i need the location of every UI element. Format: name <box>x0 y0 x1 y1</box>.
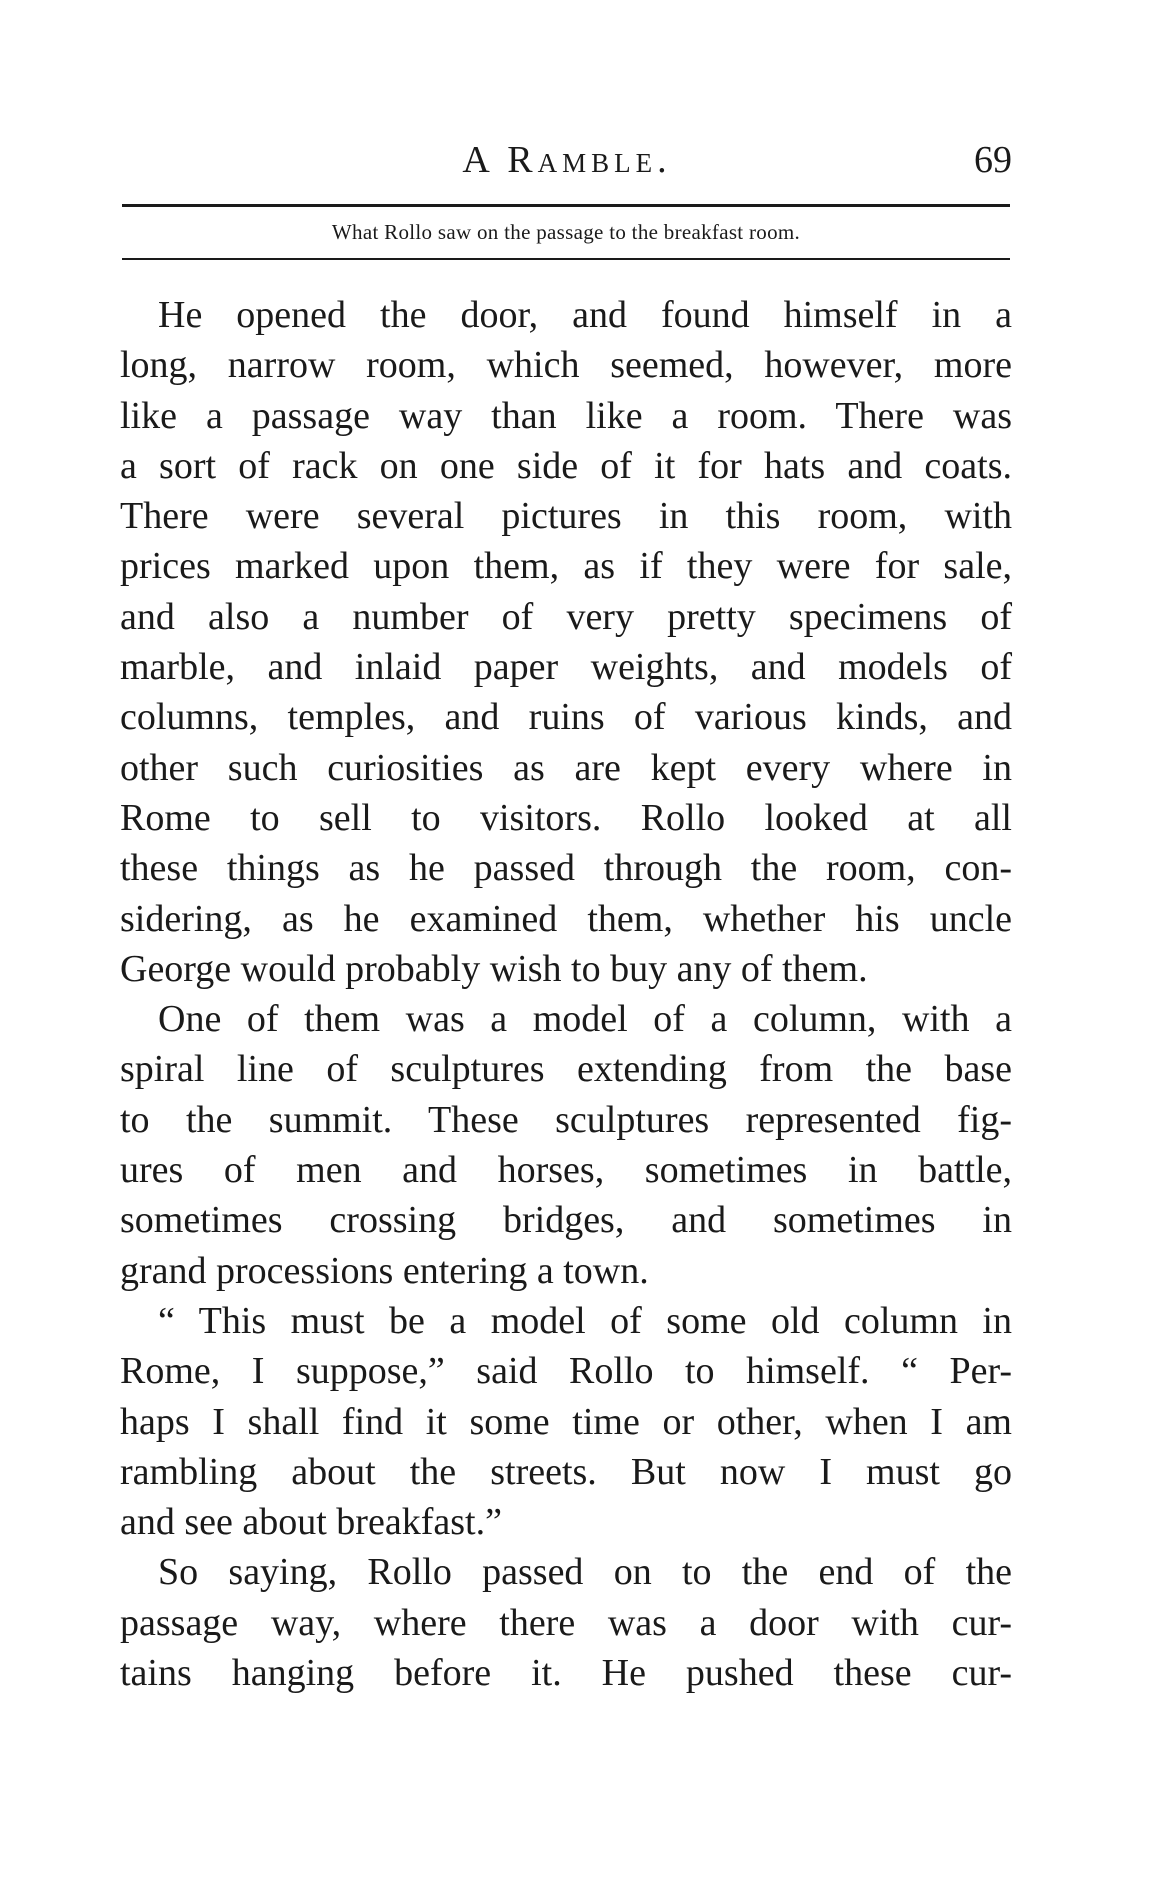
text-line: these things as he passed through the room, con- <box>120 847 1012 890</box>
section-subtitle: What Rollo saw on the passage to the breakfast room. <box>331 220 801 244</box>
text-line: long, narrow room, which seemed, however, more <box>120 344 1012 387</box>
text-line: columns, temples, and ruins of various kinds, and <box>120 696 1012 739</box>
paragraph-4 <box>120 1547 1012 1698</box>
text-line: spiral line of sculptures extending from the base <box>120 1048 1012 1091</box>
paragraph-1 <box>120 290 1012 994</box>
paragraph-3 <box>120 1296 1012 1547</box>
text-line: Rome, I suppose,” said Rollo to himself. “ Per- <box>120 1350 1012 1393</box>
text-line: to the summit. These sculptures represented fig- <box>120 1098 1012 1141</box>
text-line: other such curiosities as are kept every where in <box>120 746 1012 789</box>
text-line: marble, and inlaid paper weights, and models of <box>120 646 1012 689</box>
text-line: sometimes crossing bridges, and sometimes in <box>120 1199 1012 1242</box>
text-line: ures of men and horses, sometimes in battle, <box>120 1149 1012 1192</box>
text-line: haps I shall find it some time or other, when I am <box>120 1400 1012 1443</box>
text-line: Rome to sell to visitors. Rollo looked at all <box>120 796 1012 839</box>
text-line: There were several pictures in this room, with <box>120 495 1012 538</box>
text-line: tains hanging before it. He pushed these cur- <box>120 1652 1012 1695</box>
text-line: and see about breakfast.” <box>120 1501 502 1544</box>
paragraph-2 <box>120 994 1012 1296</box>
text-line: He opened the door, and found himself in a <box>158 294 1012 336</box>
text-line: George would probably wish to buy any of them. <box>120 947 868 990</box>
text-line: So saying, Rollo passed on to the end of the <box>158 1551 1012 1594</box>
text-line: and also a number of very pretty specimens of <box>120 595 1012 638</box>
header-rule-bottom <box>122 258 1010 260</box>
running-head <box>122 130 1012 190</box>
running-title: A Ramble. <box>462 139 672 181</box>
page-number: 69 <box>974 139 1012 181</box>
text-line: like a passage way than like a room. There was <box>120 394 1012 437</box>
header-rule-top <box>122 204 1010 207</box>
text-line: prices marked upon them, as if they were for sale, <box>120 545 1012 588</box>
text-line: grand processions entering a town. <box>120 1249 649 1292</box>
text-line: “ This must be a model of some old column in <box>158 1299 1012 1342</box>
text-line: a sort of rack on one side of it for hats and coats. <box>120 444 1012 487</box>
text-line: rambling about the streets. But now I must go <box>120 1450 1012 1493</box>
body-text <box>120 290 1012 1698</box>
text-line: sidering, as he examined them, whether his uncle <box>120 897 1012 940</box>
text-line: One of them was a model of a column, with a <box>158 998 1012 1041</box>
text-line: passage way, where there was a door with cur- <box>120 1601 1012 1644</box>
